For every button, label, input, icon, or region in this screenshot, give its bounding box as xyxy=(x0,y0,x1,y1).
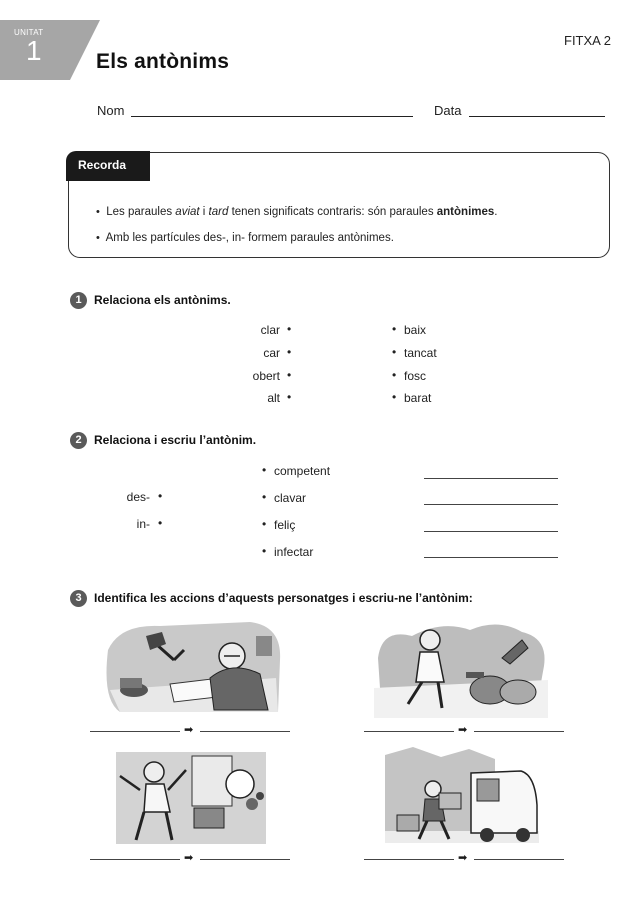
exercise-1-title: Relaciona els antònims. xyxy=(94,293,231,307)
ex1-left-word: alt xyxy=(267,391,280,405)
ex3-antonym-line[interactable] xyxy=(474,859,564,860)
ex1-right-word: baix xyxy=(404,323,427,337)
ex2-word: infectar xyxy=(274,545,314,559)
ex2-prefix-dot[interactable]: • xyxy=(158,489,163,503)
ex3-antonym-line[interactable] xyxy=(200,731,290,732)
exercise-2-title: Relaciona i escriu l’antònim. xyxy=(94,433,257,447)
ex3-action-line[interactable] xyxy=(90,731,180,732)
arrow-right-icon: ➡ xyxy=(458,724,468,736)
ex1-left-dot[interactable]: • xyxy=(287,345,292,359)
ex2-prefix-dot[interactable]: • xyxy=(158,516,163,530)
arrow-right-icon: ➡ xyxy=(184,852,194,864)
ex2-word-dot[interactable]: • xyxy=(262,544,267,558)
ex2-answer-line[interactable] xyxy=(424,531,558,532)
ex3-action-line[interactable] xyxy=(364,859,454,860)
date-field[interactable] xyxy=(469,116,605,117)
ex1-right-dot[interactable]: • xyxy=(392,390,397,404)
ex1-left-dot[interactable]: • xyxy=(287,390,292,404)
illustration-van-icon xyxy=(383,745,539,845)
arrow-right-icon: ➡ xyxy=(458,852,468,864)
ex2-prefix: des- xyxy=(126,490,150,504)
rule-1: • Les paraules aviat i tard tenen significats contraris: són paraules antònimes. xyxy=(96,206,498,218)
name-field[interactable] xyxy=(131,116,413,117)
unit-number: 1 xyxy=(26,35,42,66)
ex2-word-dot[interactable]: • xyxy=(262,517,267,531)
ex3-antonym-line[interactable] xyxy=(474,731,564,732)
date-label: Data xyxy=(434,103,462,118)
ex2-answer-line[interactable] xyxy=(424,478,558,479)
ex2-word: clavar xyxy=(274,491,307,505)
illustration-room-icon xyxy=(114,748,268,846)
ex1-right-dot[interactable]: • xyxy=(392,322,397,336)
ex3-action-line[interactable] xyxy=(90,859,180,860)
exercise-1-number: 1 xyxy=(70,292,87,309)
ex3-antonym-line[interactable] xyxy=(200,859,290,860)
ex1-left-word: clar xyxy=(260,323,280,337)
ex1-left-dot[interactable]: • xyxy=(287,368,292,382)
recorda-label: Recorda xyxy=(78,158,127,172)
sheet-label: FITXA 2 xyxy=(564,33,611,48)
arrow-right-icon: ➡ xyxy=(184,724,194,736)
ex2-answer-line[interactable] xyxy=(424,504,558,505)
exercise-2-number: 2 xyxy=(70,432,87,449)
ex3-action-line[interactable] xyxy=(364,731,454,732)
ex1-right-word: barat xyxy=(404,391,432,405)
unit-label: UNITAT xyxy=(14,28,44,37)
ex1-left-word: obert xyxy=(252,369,280,383)
ex2-answer-line[interactable] xyxy=(424,557,558,558)
illustration-packing-icon xyxy=(372,618,548,718)
ex1-right-word: tancat xyxy=(404,346,437,360)
name-label: Nom xyxy=(97,103,125,118)
exercise-3-number: 3 xyxy=(70,590,87,607)
exercise-3-title: Identifica les accions d’aquests personatges i escriu-ne l’antònim: xyxy=(94,591,473,605)
ex2-word: feliç xyxy=(274,518,296,532)
ex1-left-word: car xyxy=(263,346,280,360)
rule-2: • Amb les partícules des-, in- formem paraules antònimes. xyxy=(96,232,394,244)
illustration-desk-icon xyxy=(100,620,284,720)
ex1-right-word: fosc xyxy=(404,369,427,383)
ex1-right-dot[interactable]: • xyxy=(392,368,397,382)
ex2-word-dot[interactable]: • xyxy=(262,463,267,477)
page-title: Els antònims xyxy=(96,50,230,73)
ex1-left-dot[interactable]: • xyxy=(287,322,292,336)
ex1-right-dot[interactable]: • xyxy=(392,345,397,359)
ex2-word-dot[interactable]: • xyxy=(262,490,267,504)
ex2-prefix: in- xyxy=(136,517,150,531)
ex2-word: competent xyxy=(274,464,331,478)
